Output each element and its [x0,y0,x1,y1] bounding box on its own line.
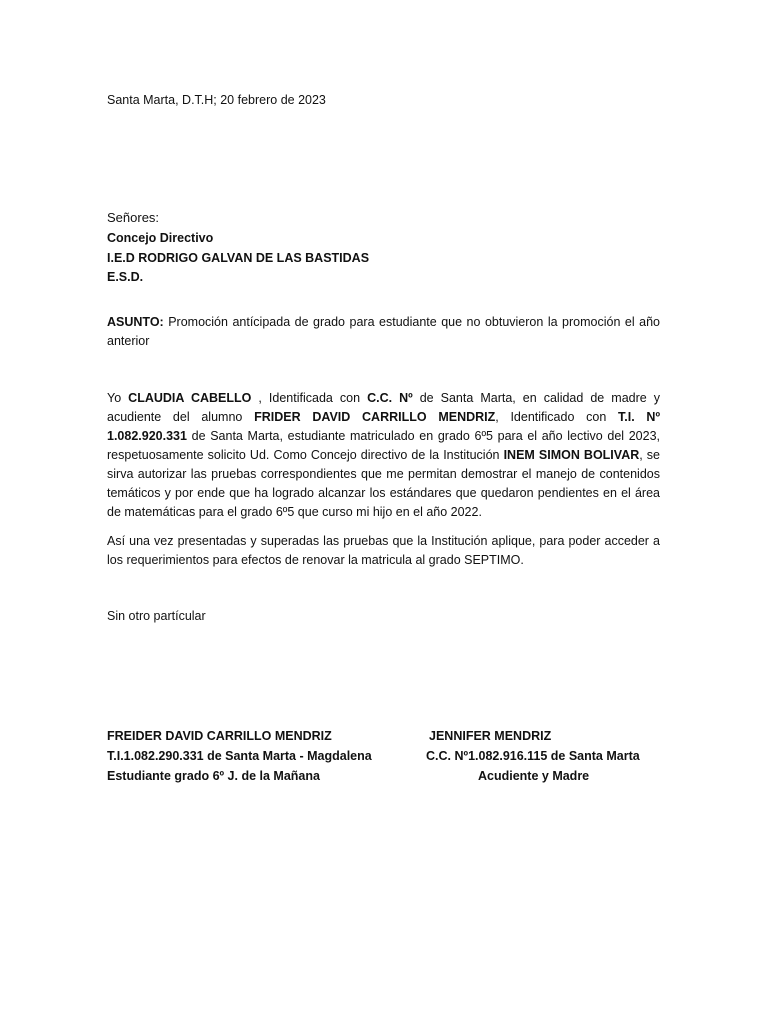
closing-line: Sin otro partícular [107,609,206,623]
subject-label: ASUNTO: [107,315,164,329]
body-text: , se sirva autorizar las pruebas correspondientes que me permitan demostrar el manejo de contenidos temáticos y por ende que ha logrado alcanzar los estándares que quedaron pendientes en el área de matemáticas para el grado 6º5 que curso mi hijo en el año 2022. [107,448,660,519]
body-text: , Identificado con [495,410,619,424]
institution-name: INEM SIMON BOLIVAR [503,448,640,462]
recipient-line: Concejo Directivo [107,231,214,245]
id-label: C.C. Nº [367,391,413,405]
signature-line: C.C. Nº1.082.916.115 de Santa Marta [426,749,640,763]
parent-name: CLAUDIA CABELLO [128,391,252,405]
signature-line: Estudiante grado 6º J. de la Mañana [107,769,320,783]
subject-paragraph [107,313,660,351]
body-text: de Santa Marta, estudiante matriculado en grado 6º5 para el año lectivo del 2023, respetuosamente solicito Ud. Como Concejo directivo de la Institución [107,429,660,462]
recipient-line: I.E.D RODRIGO GALVAN DE LAS BASTIDAS [107,250,370,265]
recipient-line: E.S.D. [107,270,144,284]
body-text: de Santa Marta, en calidad de madre y acudiente del alumno [107,391,660,424]
body-text: Yo [107,391,129,405]
signature-line: Acudiente y Madre [478,769,590,783]
signature-student [107,726,372,786]
recipient-block [107,229,369,288]
signature-line: FREIDER DAVID CARRILLO MENDRIZ [107,729,332,743]
subject-text: Promoción antícipada de grado para estudiante que no obtuvieron la promoción el año anterior [107,315,660,348]
date-line: Santa Marta, D.T.H; 20 febrero de 2023 [107,93,326,107]
student-name: FRIDER DAVID CARRILLO MENDRIZ [254,410,496,424]
body-text: , Identificada con [251,391,368,405]
signature-line: JENNIFER MENDRIZ [429,729,552,743]
student-id: T.I. Nº 1.082.920.331 [107,410,661,443]
body-paragraph-1 [107,389,660,522]
body-paragraph-2: Así una vez presentadas y superadas las pruebas que la Institución aplique, para poder acceder a los requerimientos para efectos de renovar la matricula al grado SEPTIMO. [107,534,660,567]
signature-guardian [426,726,640,786]
signature-line: T.I.1.082.290.331 de Santa Marta - Magdalena [107,749,372,763]
greeting: Señores: [107,210,160,225]
